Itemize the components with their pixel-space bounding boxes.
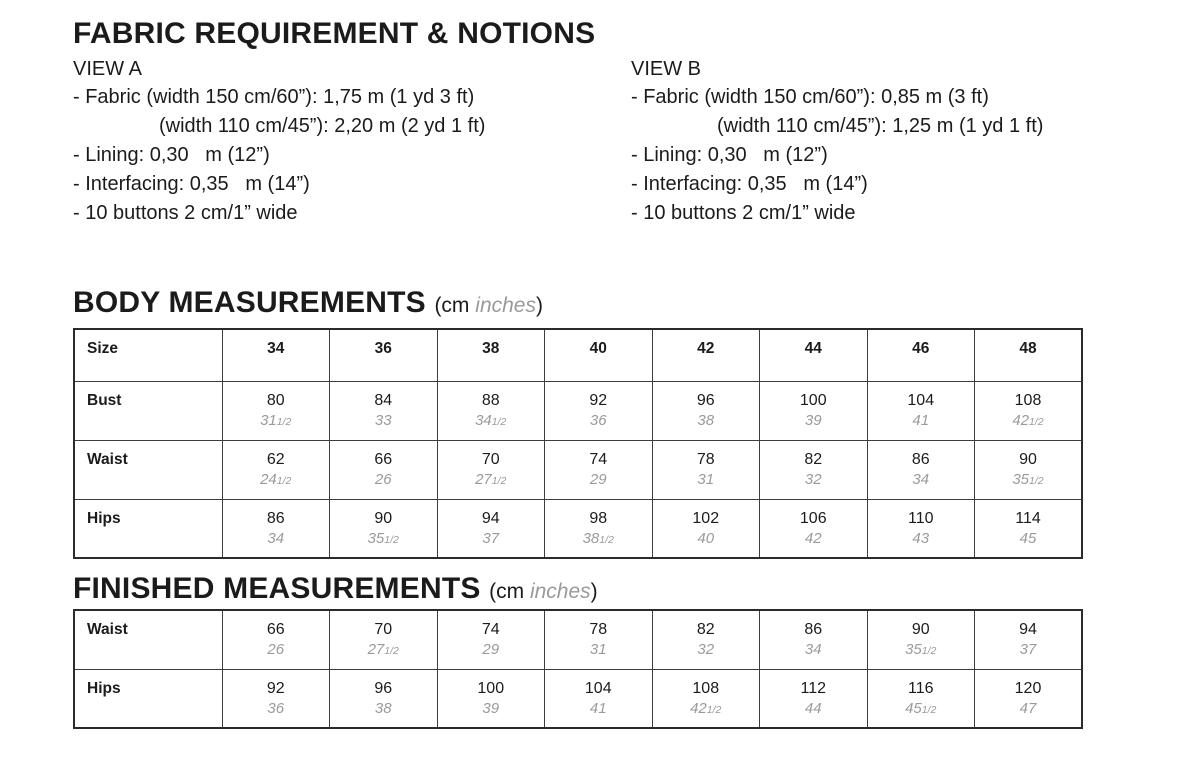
inch-fraction: 1/2 [276,474,292,487]
fabric-line: (width 110 cm/45”): 2,20 m (2 yd 1 ft) [159,115,486,137]
measurement-cell [867,610,975,669]
inch-fraction: 1/2 [491,415,507,428]
cm-value: 62 [266,450,285,468]
cm-value: 96 [374,679,393,697]
body-measurements-title-text: BODY MEASUREMENTS [73,286,426,319]
size-column-header: 46 [867,329,975,381]
cm-value: 112 [800,679,826,697]
body-measurements-table-container [73,328,1198,559]
measurement-cell [867,499,975,558]
cm-value: 108 [1014,391,1042,409]
inch-value: 351/2 [1012,470,1044,488]
view-a-label: VIEW A [73,58,142,80]
measurement-cell [867,381,975,440]
measurement-cell [760,440,868,499]
cm-value: 90 [374,509,393,527]
cm-value: 102 [692,509,720,527]
measurement-cell [975,499,1083,558]
inch-value: 45 [1019,529,1037,547]
measurement-cell [330,610,438,669]
inch-value: 40 [697,529,715,547]
inch-value: 451/2 [905,699,937,717]
cm-value: 100 [477,679,505,697]
measurement-cell [545,381,653,440]
inch-fraction: 1/2 [706,703,722,716]
cm-value: 96 [696,391,715,409]
table-header-row [74,329,1082,381]
inch-value: 41 [589,699,607,717]
body-measurements-unit [434,294,543,317]
size-column-header: 42 [652,329,760,381]
cm-value: 110 [907,509,934,527]
cm-value: 98 [589,509,608,527]
cm-value: 74 [589,450,608,468]
cm-value: 120 [1014,679,1042,697]
measurement-cell [545,440,653,499]
inch-value: 421/2 [1012,411,1044,429]
fabric-line: - Fabric (width 150 cm/60”): 0,85 m (3 ft) [631,86,989,108]
unit-suffix: ) [590,580,598,603]
measurement-cell [222,669,330,728]
inch-value: 41 [912,411,930,429]
inch-value: 341/2 [475,411,507,429]
cm-value: 70 [481,450,500,468]
inch-value: 47 [1019,699,1037,717]
cm-value: 82 [804,450,823,468]
inch-value: 37 [482,529,500,547]
unit-inches: inches [529,580,591,603]
inch-value: 311/2 [260,411,292,429]
inch-value: 26 [374,470,392,488]
measurement-cell [760,669,868,728]
inch-value: 34 [804,641,822,658]
cm-value: 92 [266,679,285,697]
table-row [74,610,1082,669]
unit-prefix: (cm [489,580,525,603]
measurement-cell [437,669,545,728]
inch-fraction: 1/2 [276,415,292,428]
inch-value: 33 [374,411,392,429]
size-column-header: 36 [330,329,438,381]
finished-measurements-table-container [73,609,1198,729]
inch-value: 381/2 [582,529,614,547]
fabric-views [73,56,1198,228]
measurement-cell [545,499,653,558]
inch-fraction: 1/2 [491,474,507,487]
measurement-cell [545,669,653,728]
view-a-lines [73,83,631,228]
inch-value: 421/2 [690,699,722,717]
measurement-cell [330,381,438,440]
cm-value: 104 [907,391,935,409]
cm-value: 114 [1015,509,1041,527]
cm-value: 70 [374,621,393,638]
inch-value: 26 [267,641,285,658]
row-label: Waist [74,610,222,669]
body-measurements-section [73,286,1198,559]
inch-value: 351/2 [905,641,937,658]
inch-value: 43 [912,529,930,547]
measurement-cell [652,669,760,728]
fabric-line: - Lining: 0,30 m (12”) [73,144,270,166]
table-row [74,669,1082,728]
inch-value: 31 [697,470,715,488]
cm-value: 82 [696,621,715,638]
cm-value: 94 [481,509,500,527]
cm-value: 80 [266,391,285,409]
cm-value: 94 [1019,621,1037,638]
measurement-cell [652,499,760,558]
cm-value: 74 [481,621,500,638]
inch-fraction: 1/2 [1029,415,1044,428]
cm-value: 88 [481,391,500,409]
inch-value: 32 [697,641,715,658]
inch-value: 29 [482,641,500,658]
inch-value: 42 [804,529,822,547]
cm-value: 104 [584,679,612,697]
finished-measurements-table [73,609,1083,729]
measurement-cell [975,381,1083,440]
inch-fraction: 1/2 [1029,474,1044,487]
inch-fraction: 1/2 [384,645,399,657]
inch-value: 44 [804,699,822,717]
measurement-cell [975,610,1083,669]
inch-fraction: 1/2 [921,645,937,657]
unit-suffix: ) [535,294,543,317]
body-measurements-table [73,328,1083,559]
measurement-cell [652,610,760,669]
fabric-line: - 10 buttons 2 cm/1” wide [73,202,298,224]
cm-value: 84 [374,391,393,409]
table-row [74,381,1082,440]
inch-fraction: 1/2 [384,533,399,546]
row-label: Waist [74,440,222,499]
cm-value: 78 [589,621,608,638]
measurement-cell [867,440,975,499]
fabric-line: - 10 buttons 2 cm/1” wide [631,202,856,224]
inch-value: 31 [589,641,607,658]
row-label: Hips [74,499,222,558]
inch-value: 34 [267,529,285,547]
measurement-cell [975,669,1083,728]
cm-value: 92 [589,391,608,409]
view-b-block [631,56,1198,228]
measurement-cell [760,381,868,440]
measurement-cell [760,610,868,669]
cm-value: 66 [266,621,285,638]
finished-measurements-title-text: FINISHED MEASUREMENTS [73,572,481,605]
measurement-cell [545,610,653,669]
cm-value: 86 [911,450,930,468]
measurement-cell [867,669,975,728]
measurement-cell [222,381,330,440]
view-a-block [73,56,631,228]
inch-value: 34 [912,470,930,488]
unit-inches: inches [475,294,536,317]
inch-value: 38 [374,699,392,717]
finished-measurements-title [73,572,1198,609]
measurement-cell [222,440,330,499]
inch-value: 271/2 [367,641,399,658]
size-header-label: Size [74,329,222,381]
body-measurements-title [73,286,1198,323]
fabric-line: - Lining: 0,30 m (12”) [631,144,828,166]
inch-value: 36 [589,411,607,429]
measurement-cell [437,610,545,669]
inch-value: 36 [267,699,285,717]
finished-measurements-unit [489,580,598,603]
cm-value: 106 [799,509,827,527]
fabric-section-title: FABRIC REQUIREMENT & NOTIONS [73,17,596,50]
fabric-requirements-section [73,17,1198,228]
measurement-cell [652,381,760,440]
table-row [74,499,1082,558]
size-column-header: 48 [975,329,1083,381]
cm-value: 78 [696,450,715,468]
inch-value: 351/2 [367,529,399,547]
view-b-lines [631,83,1198,228]
measurement-cell [330,440,438,499]
finished-measurements-section [73,572,1198,729]
measurement-cell [330,669,438,728]
inch-value: 39 [804,411,822,429]
measurement-cell [652,440,760,499]
size-column-header: 44 [760,329,868,381]
measurement-cell [222,499,330,558]
measurement-cell [975,440,1083,499]
inch-value: 38 [697,411,715,429]
measurement-cell [760,499,868,558]
inch-value: 29 [589,470,607,488]
fabric-line: (width 110 cm/45”): 1,25 m (1 yd 1 ft) [717,115,1044,137]
size-column-header: 38 [437,329,545,381]
inch-value: 39 [482,699,500,717]
inch-fraction: 1/2 [599,533,614,546]
measurement-cell [222,610,330,669]
cm-value: 90 [911,621,930,638]
table-row [74,440,1082,499]
cm-value: 86 [266,509,285,527]
cm-value: 116 [907,679,934,697]
unit-prefix: (cm [434,294,470,317]
fabric-line: - Fabric (width 150 cm/60”): 1,75 m (1 yd 3 ft) [73,86,475,108]
measurement-cell [437,381,545,440]
cm-value: 86 [804,621,823,638]
fabric-line: - Interfacing: 0,35 m (14”) [631,173,868,195]
inch-value: 271/2 [475,470,507,488]
fabric-line: - Interfacing: 0,35 m (14”) [73,173,310,195]
cm-value: 90 [1019,450,1037,468]
inch-fraction: 1/2 [921,703,937,716]
inch-value: 241/2 [260,470,292,488]
measurement-cell [437,499,545,558]
size-column-header: 40 [545,329,653,381]
view-b-label: VIEW B [631,58,702,80]
measurement-cell [437,440,545,499]
cm-value: 108 [692,679,720,697]
row-label: Bust [74,381,222,440]
inch-value: 37 [1019,641,1037,658]
cm-value: 66 [374,450,393,468]
inch-value: 32 [804,470,822,488]
size-column-header: 34 [222,329,330,381]
measurement-cell [330,499,438,558]
row-label: Hips [74,669,222,728]
cm-value: 100 [799,391,827,409]
